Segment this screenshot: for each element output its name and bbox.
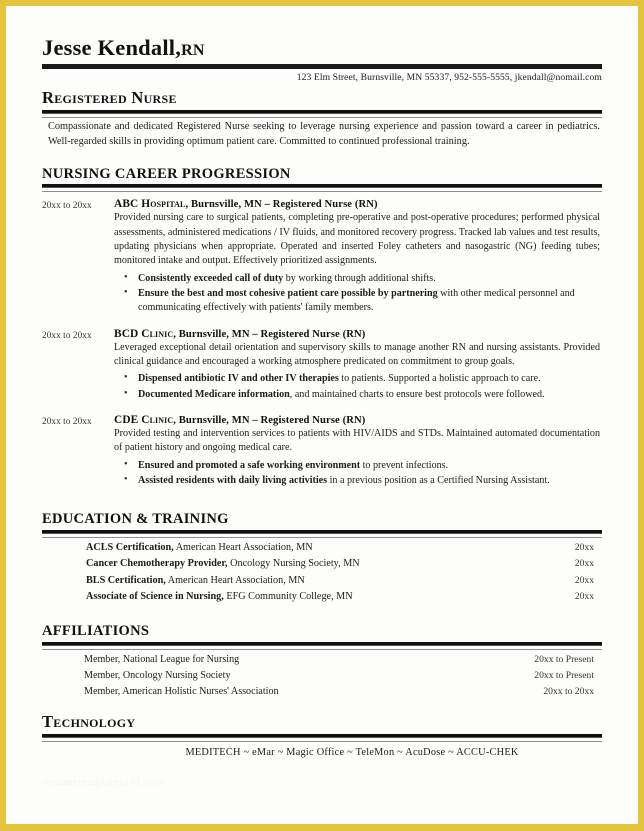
candidate-name-text: Jesse Kendall, <box>42 35 182 60</box>
resume-sheet <box>6 6 638 824</box>
experience-organization: CDE Clinic <box>114 413 174 426</box>
experience-title <box>114 414 600 426</box>
technology-list: MEDITECH ~ eMar ~ Magic Office ~ TeleMon ~ AcuDose ~ ACCU-CHEK <box>185 746 519 758</box>
experience-dates: 20xx to 20xx <box>42 415 92 426</box>
affiliation-year: 20xx to 20xx <box>543 686 594 698</box>
experience-title <box>114 328 600 340</box>
candidate-credential: RN <box>181 42 205 59</box>
page-watermark: resumetemplates101.com <box>44 776 165 788</box>
experience-list <box>42 198 602 498</box>
experience-bullet <box>136 287 600 316</box>
experience-entry <box>42 328 602 412</box>
professional-summary: Compassionate and dedicated Registered Nurse seeking to leverage nursing experience and passion toward a career in pediatrics. Well-regarded skills in providing optimum patient care. Committed to continued professional training. <box>48 120 600 147</box>
education-year: 20xx <box>574 574 594 586</box>
education-credential: BLS Certification, <box>86 574 166 586</box>
experience-bullet <box>136 272 600 286</box>
section-heading-technology: Technology <box>42 711 136 731</box>
affiliation-year: 20xx to Present <box>534 653 594 665</box>
experience-bullet <box>136 459 600 473</box>
experience-organization: BCD Clinic <box>114 327 174 340</box>
bullet-rest: to prevent infections. <box>360 459 449 471</box>
header-rule <box>42 64 602 69</box>
experience-body <box>114 414 602 498</box>
experience-title <box>114 198 600 210</box>
candidate-name <box>42 36 602 60</box>
bullet-bold: Consistently exceeded call of duty <box>138 272 284 284</box>
education-entry <box>86 573 305 590</box>
education-entry <box>86 556 360 573</box>
experience-bullets <box>114 372 600 402</box>
section-heading-affiliations: AFFILIATIONS <box>42 622 150 639</box>
education-entry <box>86 540 313 557</box>
section-rule-registered-nurse <box>42 110 602 114</box>
education-institution: American Heart Association, MN <box>165 574 305 586</box>
education-row <box>42 573 602 590</box>
bullet-bold: Documented Medicare information <box>138 388 290 400</box>
bullet-rest: in a previous position as a Certified Nursing Assistant. <box>327 474 550 486</box>
bullet-bold: Assisted residents with daily living activities <box>138 474 328 486</box>
bullet-bold: Ensure the best and most cohesive patient care possible by partnering <box>138 287 438 299</box>
affiliations-list <box>42 652 602 701</box>
experience-bullets <box>114 272 600 316</box>
experience-description: Leveraged exceptional detail orientation and supervisory skills to manage another RN and nursing assistants. Provided clinical guidance and encouraged a working atmosphere predicated on commitment to group goals. <box>114 341 600 367</box>
education-list <box>42 540 602 606</box>
experience-body <box>114 328 602 412</box>
experience-dates: 20xx to 20xx <box>42 200 92 211</box>
section-heading-registered-nurse: Registered Nurse <box>42 87 177 107</box>
experience-body <box>114 198 602 325</box>
education-row <box>42 556 602 573</box>
experience-bullet <box>136 474 600 488</box>
education-year: 20xx <box>574 591 594 603</box>
affiliation-year: 20xx to Present <box>534 669 594 681</box>
experience-bullets <box>114 459 600 489</box>
education-institution: Oncology Nursing Society, MN <box>227 558 360 570</box>
affiliation-row <box>42 668 602 684</box>
affiliation-text: Member, National League for Nursing <box>84 653 240 665</box>
education-institution: American Heart Association, MN <box>173 541 313 553</box>
education-credential: Cancer Chemotherapy Provider, <box>86 558 228 570</box>
bullet-bold: Ensured and promoted a safe working environment <box>138 459 361 471</box>
experience-entry <box>42 414 602 498</box>
contact-line: 123 Elm Street, Burnsville, MN 55337, 952-555-5555, jkendall@nomail.com <box>296 71 602 83</box>
experience-title-rest: , Burnsville, MN – Registered Nurse (RN) <box>173 414 366 426</box>
bullet-rest: with other medical personnel and communicating effectively with patients' family members. <box>138 287 575 314</box>
section-rule-affiliations <box>42 642 602 646</box>
section-rule-technology <box>42 734 602 738</box>
experience-organization: ABC Hospital <box>114 198 186 211</box>
education-year: 20xx <box>574 541 594 553</box>
bullet-bold: Dispensed antibiotic IV and other IV therapies <box>138 373 339 385</box>
section-heading-education: EDUCATION & TRAINING <box>42 511 229 528</box>
affiliation-row <box>42 652 602 668</box>
section-rule-experience <box>42 184 602 188</box>
affiliation-row <box>42 684 602 700</box>
education-row <box>42 540 602 557</box>
experience-title-rest: , Burnsville, MN – Registered Nurse (RN) <box>185 199 378 211</box>
affiliation-text: Member, American Holistic Nurses' Association <box>84 686 279 698</box>
affiliation-text: Member, Oncology Nursing Society <box>84 669 231 681</box>
experience-bullet <box>136 372 600 386</box>
experience-entry <box>42 198 602 325</box>
education-credential: ACLS Certification, <box>86 541 174 553</box>
experience-description: Provided testing and intervention services to patients with HIV/AIDS and STDs. Maintained automated documentation of patient history and ongoing medical care. <box>114 427 600 454</box>
section-heading-experience: NURSING CAREER PROGRESSION <box>42 165 291 182</box>
bullet-rest: by working through additional shifts. <box>283 272 436 284</box>
experience-title-rest: , Burnsville, MN – Registered Nurse (RN) <box>173 328 366 340</box>
bullet-rest: , and maintained charts to ensure best protocols were followed. <box>289 388 545 400</box>
bullet-rest: to patients. Supported a holistic approach to care. <box>338 373 541 385</box>
education-credential: Associate of Science in Nursing, <box>86 591 224 603</box>
education-year: 20xx <box>574 558 594 570</box>
education-row <box>42 589 602 606</box>
experience-description: Provided nursing care to surgical patients, completing pre-operative and post-operative procedures; performed physical assessments, administered medications / IV fluids, and monitored recovery progress. Tracked lab values and test results, updating physicians when appropriate. Operated and inserted Foley catheters and nasogastric (NG) feeding tubes; monitored intake and output. Effectively prioritized assignments. <box>114 212 600 267</box>
education-institution: EFG Community College, MN <box>223 591 353 603</box>
education-entry <box>86 589 353 606</box>
experience-bullet <box>136 388 600 402</box>
section-rule-education <box>42 530 602 534</box>
experience-dates: 20xx to 20xx <box>42 329 92 340</box>
